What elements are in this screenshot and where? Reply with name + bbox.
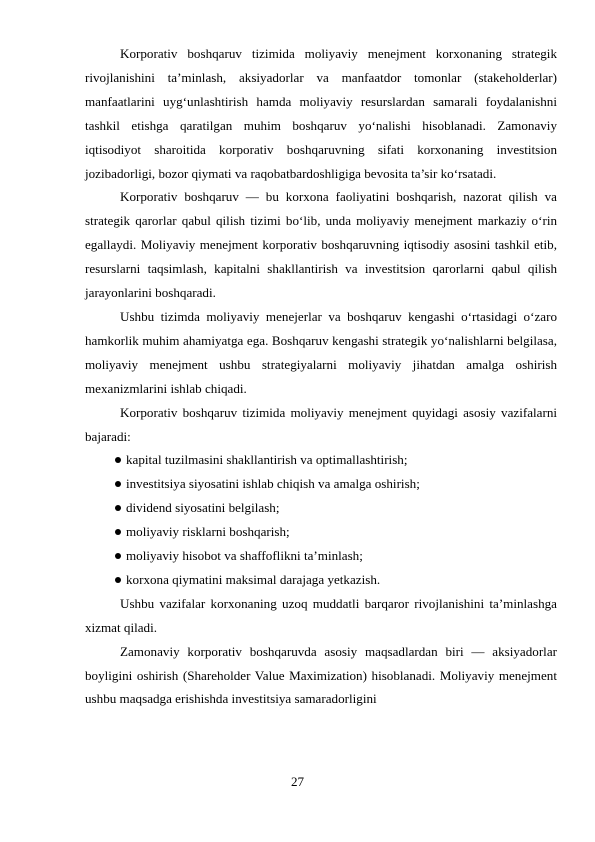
bullet-icon	[115, 457, 121, 463]
paragraph: Zamonaviy korporativ boshqaruvda asosiy maqsadlardan biri — aksiyadorlar boyligini oshirish (Shareholder Value Maximization) hisoblanadi. Moliyaviy menejment ushbu maqsadga erishishda investitsiya samaradorligini	[85, 643, 557, 707]
list-item	[85, 448, 557, 472]
list-item	[85, 472, 557, 496]
bullet-icon	[115, 553, 121, 559]
paragraph: Korporativ boshqaruv — bu korxona faoliyatini boshqarish, nazorat qilish va strategik qarorlar qabul qilish tizimi bo‘lib, unda moliyaviy menejment markaziy o‘rin egallaydi. Moliyaviy menejment korporativ boshqaruvning iqtisodiy asosini tashkil etib, resurslarni taqsimlash, kapitalni shakllantirish va investitsion qarorlarni qabul qilish jarayonlarini boshqaradi.	[85, 189, 557, 301]
list-item-text: moliyaviy hisobot va shaffoflikni ta’minlash;	[126, 548, 363, 564]
list-item-text: investitsiya siyosatini ishlab chiqish va amalga oshirish;	[126, 476, 420, 492]
list-item-text: korxona qiymatini maksimal darajaga yetkazish.	[126, 571, 381, 587]
bullet-icon	[115, 529, 121, 535]
bullet-list	[85, 448, 557, 591]
bullet-icon	[115, 481, 121, 487]
paragraph: Ushbu tizimda moliyaviy menejerlar va boshqaruv kengashi o‘rtasidagi o‘zaro hamkorlik muhim ahamiyatga ega. Boshqaruv kengashi strategik yo‘nalishlarni belgilasa, moliyaviy menejment ushbu strategiyalarni moliyaviy jihatdan amalga oshirish mexanizmlarini ishlab chiqadi.	[85, 308, 557, 396]
bullet-icon	[115, 577, 121, 583]
list-item-text: dividend siyosatini belgilash;	[126, 500, 280, 516]
list-item-text: moliyaviy risklarni boshqarish;	[126, 524, 290, 540]
list-item	[85, 544, 557, 568]
list-item	[85, 568, 557, 592]
paragraph: Korporativ boshqaruv tizimida moliyaviy menejment korxonaning strategik rivojlanishini ta’minlash, aksiyadorlar va manfaatdor tomonlar (stakeholderlar) manfaatlarini uyg‘unlashtirish hamda moliyaviy resurslardan samarali foydalanishni tashkil etishga qaratilgan muhim boshqaruv yo‘nalishi hisoblanadi. Zamonaviy iqtisodiyot sharoitida korporativ boshqaruvning sifati korxonaning investitsion jozibadorligi, bozor qiymati va raqobatbardoshligiga bevosita ta’sir ko‘rsatadi.	[85, 46, 557, 181]
list-item-text: kapital tuzilmasini shakllantirish va optimallashtirish;	[126, 452, 408, 468]
bullet-icon	[115, 505, 121, 511]
list-item	[85, 520, 557, 544]
page-number: 27	[290, 774, 305, 789]
paragraph: Ushbu vazifalar korxonaning uzoq muddatli barqaror rivojlanishini ta’minlashga xizmat qiladi.	[85, 595, 557, 635]
paragraph: Korporativ boshqaruv tizimida moliyaviy menejment quyidagi asosiy vazifalarni bajaradi:	[85, 404, 557, 444]
list-item	[85, 496, 557, 520]
body-text	[85, 42, 557, 711]
